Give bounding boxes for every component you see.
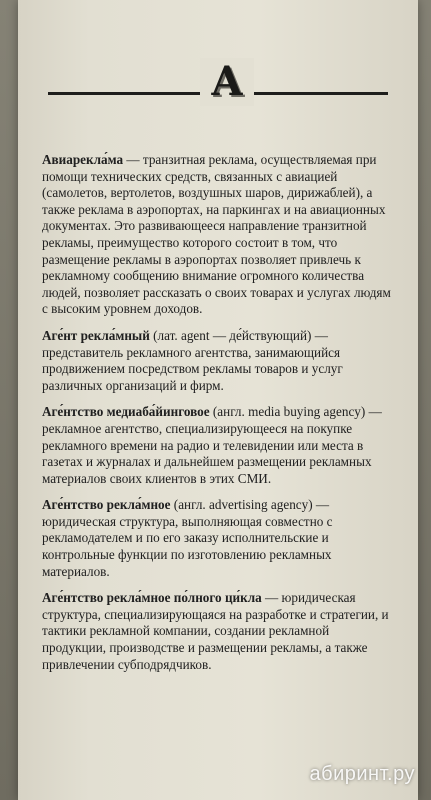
entry-body: (англ. media buying agency) — рекламное агентство, специализирующееся на покупке рекламного времени на радио и телевидении или места в газетах и журналах и дальнейшем размещении рекламных материалов своих клиентов в этих СМИ. [42, 404, 382, 486]
entry-term: Аге́нтство рекла́мное [42, 497, 171, 513]
entry-term: Аге́нт рекла́мный [42, 327, 150, 343]
entry-body: (лат. agent — де́йствующий) — представитель рекламного агентства, занимающийся продвижением посредством рекламы товаров и услуг различных организаций и фирм. [42, 327, 343, 393]
section-letter: А [210, 58, 244, 105]
section-letter-box [200, 58, 254, 106]
dictionary-entry [42, 590, 394, 673]
entry-term: Аге́нтство медиаба́йинговое [42, 404, 210, 420]
entry-body: (англ. advertising agency) — юридическая структура, выполняющая совместно с рекламодателем и по его заказу исполнительские и контрольные функции по изготовлению рекламных материалов. [42, 497, 333, 579]
entry-term: Авиарекла́ма [42, 152, 124, 167]
entry-term: Аге́нтство рекла́мное по́лного ци́кла [42, 590, 262, 606]
dictionary-entry [42, 404, 394, 487]
dictionary-entry [42, 497, 394, 580]
book-page [18, 0, 418, 800]
watermark: абиринт.ру [309, 763, 415, 785]
entry-body: — транзитная реклама, осуществляемая при помощи технических средств, связанных с авиацией (самолетов, вертолетов, воздушных шаров, дирижаблей), а также реклама в аэропортах, на паркингах и на авиационных документах. Это развивающееся направление транзитной рекламы, преимущество которого состоит в том, что размещение рекламы в аэропортах позволяет привлечь к рекламному сообщению внимание огромного количества людей, позволяет рассказать о своих товарах и услугах людям с высоким уровнем доходов. [42, 152, 391, 317]
dictionary-entries [42, 152, 394, 683]
section-header [48, 50, 388, 110]
dictionary-entry [42, 328, 394, 394]
dictionary-entry [42, 152, 394, 318]
entry-body: — юридическая структура, специализирующаяся на разработке и стратегии, и тактики рекламной компании, создании рекламной продукции, производстве и размещении рекламы, а также привлечении субподрядчиков. [42, 590, 389, 672]
